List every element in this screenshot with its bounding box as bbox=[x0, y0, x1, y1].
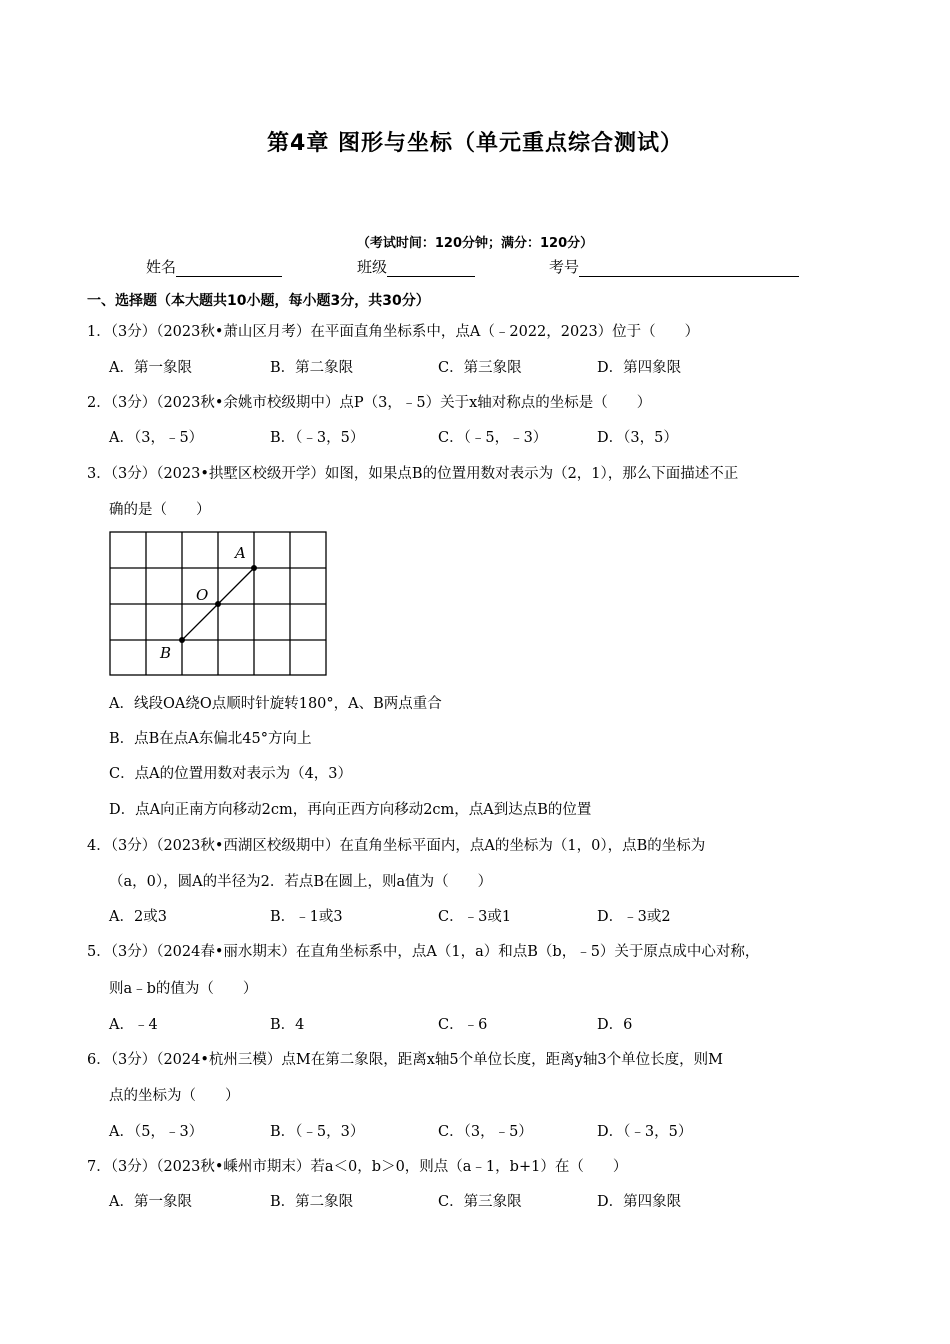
point-o bbox=[215, 601, 221, 607]
question-text: （3分）（2023•拱墅区校级开学）如图，如果点B的位置用数对表示为（2，1），那么下面描述不正 bbox=[110, 466, 739, 482]
name-blank[interactable] bbox=[176, 261, 282, 277]
question-text: （3分）（2023秋•西湖区校级期中）在直角坐标平面内，点A的坐标为（1，0），点B的坐标为 bbox=[110, 838, 706, 854]
question-5-options bbox=[109, 1013, 869, 1033]
question-4-options bbox=[109, 905, 869, 925]
question-6-options bbox=[109, 1120, 869, 1140]
option-c[interactable]: C．点A的位置用数对表示为（4，3） bbox=[109, 766, 353, 782]
name-label: 姓名 bbox=[146, 258, 177, 276]
option-d[interactable]: D．6 bbox=[597, 1017, 633, 1033]
option-c[interactable]: C．（3，﹣5） bbox=[438, 1124, 533, 1140]
question-number: 7． bbox=[87, 1159, 111, 1175]
question-number: 4． bbox=[87, 838, 111, 854]
question-4 bbox=[87, 834, 705, 855]
id-label: 考号 bbox=[549, 258, 580, 276]
point-a bbox=[251, 565, 257, 571]
option-d[interactable]: D．﹣3或2 bbox=[597, 909, 671, 925]
question-number: 1． bbox=[87, 324, 111, 340]
option-b[interactable]: B．（﹣3，5） bbox=[270, 430, 365, 446]
option-a[interactable]: A．2或3 bbox=[109, 909, 167, 925]
question-6 bbox=[87, 1048, 723, 1069]
option-a[interactable]: A．线段OA绕O点顺时针旋转180°，A、B两点重合 bbox=[109, 696, 442, 712]
class-blank[interactable] bbox=[387, 261, 475, 277]
question-text: （3分）（2023秋•嵊州市期末）若a＜0，b＞0，则点（a﹣1，b+1）在（ ） bbox=[110, 1159, 628, 1175]
option-d[interactable]: D．第四象限 bbox=[597, 360, 682, 376]
option-a[interactable]: A．（3，﹣5） bbox=[109, 430, 204, 446]
question-6-continuation: 点的坐标为（ ） bbox=[109, 1088, 240, 1104]
question-3 bbox=[87, 462, 738, 483]
question-text: （3分）（2023秋•萧山区月考）在平面直角坐标系中，点A（﹣2022，2023）位于（ ） bbox=[110, 324, 700, 340]
option-b[interactable]: B．第二象限 bbox=[270, 360, 354, 376]
question-text: （3分）（2024•杭州三模）点M在第二象限，距离x轴5个单位长度，距离y轴3个单位长度，则M bbox=[110, 1052, 723, 1068]
section-heading: 一、选择题（本大题共10小题，每小题3分，共30分） bbox=[87, 293, 430, 309]
label-b: B bbox=[160, 644, 172, 662]
question-number: 5． bbox=[87, 944, 111, 960]
option-b[interactable]: B．4 bbox=[270, 1017, 305, 1033]
option-c[interactable]: C．第三象限 bbox=[438, 360, 522, 376]
question-number: 2． bbox=[87, 395, 111, 411]
question-text: （3分）（2024春•丽水期末）在直角坐标系中，点A（1，a）和点B（b，﹣5）关于原点成中心对称， bbox=[110, 944, 760, 960]
option-d[interactable]: D．（3，5） bbox=[597, 430, 678, 446]
option-b[interactable]: B．第二象限 bbox=[270, 1194, 354, 1210]
option-d[interactable]: D．点A向正南方向移动2cm，再向正西方向移动2cm，点A到达点B的位置 bbox=[109, 802, 592, 818]
question-number: 3． bbox=[87, 466, 111, 482]
option-c[interactable]: C．﹣6 bbox=[438, 1017, 488, 1033]
option-d[interactable]: D．（﹣3，5） bbox=[597, 1124, 693, 1140]
question-1 bbox=[87, 320, 699, 341]
student-info-fields bbox=[0, 256, 950, 276]
question-4-continuation: （a，0），圆A的半径为2．若点B在圆上，则a值为（ ） bbox=[109, 874, 493, 890]
id-field[interactable] bbox=[549, 256, 799, 277]
grid-figure bbox=[108, 530, 330, 678]
class-label: 班级 bbox=[357, 258, 388, 276]
question-1-options bbox=[109, 356, 869, 376]
question-7 bbox=[87, 1155, 627, 1176]
question-5 bbox=[87, 940, 759, 961]
option-c[interactable]: C．（﹣5，﹣3） bbox=[438, 430, 548, 446]
option-c[interactable]: C．第三象限 bbox=[438, 1194, 522, 1210]
id-blank[interactable] bbox=[579, 261, 799, 277]
class-field[interactable] bbox=[357, 256, 475, 277]
question-5-continuation: 则a﹣b的值为（ ） bbox=[109, 981, 258, 997]
question-3-continuation: 确的是（ ） bbox=[109, 502, 211, 518]
option-a[interactable]: A．第一象限 bbox=[109, 360, 192, 376]
option-a[interactable]: A．第一象限 bbox=[109, 1194, 192, 1210]
option-c[interactable]: C．﹣3或1 bbox=[438, 909, 512, 925]
question-7-options bbox=[109, 1190, 869, 1210]
label-o: O bbox=[196, 586, 209, 604]
name-field[interactable] bbox=[146, 256, 282, 277]
option-b[interactable]: B．点B在点A东偏北45°方向上 bbox=[109, 731, 312, 747]
question-2 bbox=[87, 391, 651, 412]
point-b bbox=[179, 637, 185, 643]
option-b[interactable]: B．﹣1或3 bbox=[270, 909, 343, 925]
option-b[interactable]: B．（﹣5，3） bbox=[270, 1124, 365, 1140]
exam-info: （考试时间：120分钟；满分：120分） bbox=[356, 236, 594, 251]
question-text: （3分）（2023秋•余姚市校级期中）点P（3，﹣5）关于x轴对称点的坐标是（ ） bbox=[110, 395, 652, 411]
option-a[interactable]: A．﹣4 bbox=[109, 1017, 158, 1033]
label-a: A bbox=[235, 544, 246, 562]
option-d[interactable]: D．第四象限 bbox=[597, 1194, 682, 1210]
page-title: 第4章 图形与坐标（单元重点综合测试） bbox=[267, 131, 683, 156]
question-number: 6． bbox=[87, 1052, 111, 1068]
question-2-options bbox=[109, 426, 869, 446]
option-a[interactable]: A．（5，﹣3） bbox=[109, 1124, 204, 1140]
